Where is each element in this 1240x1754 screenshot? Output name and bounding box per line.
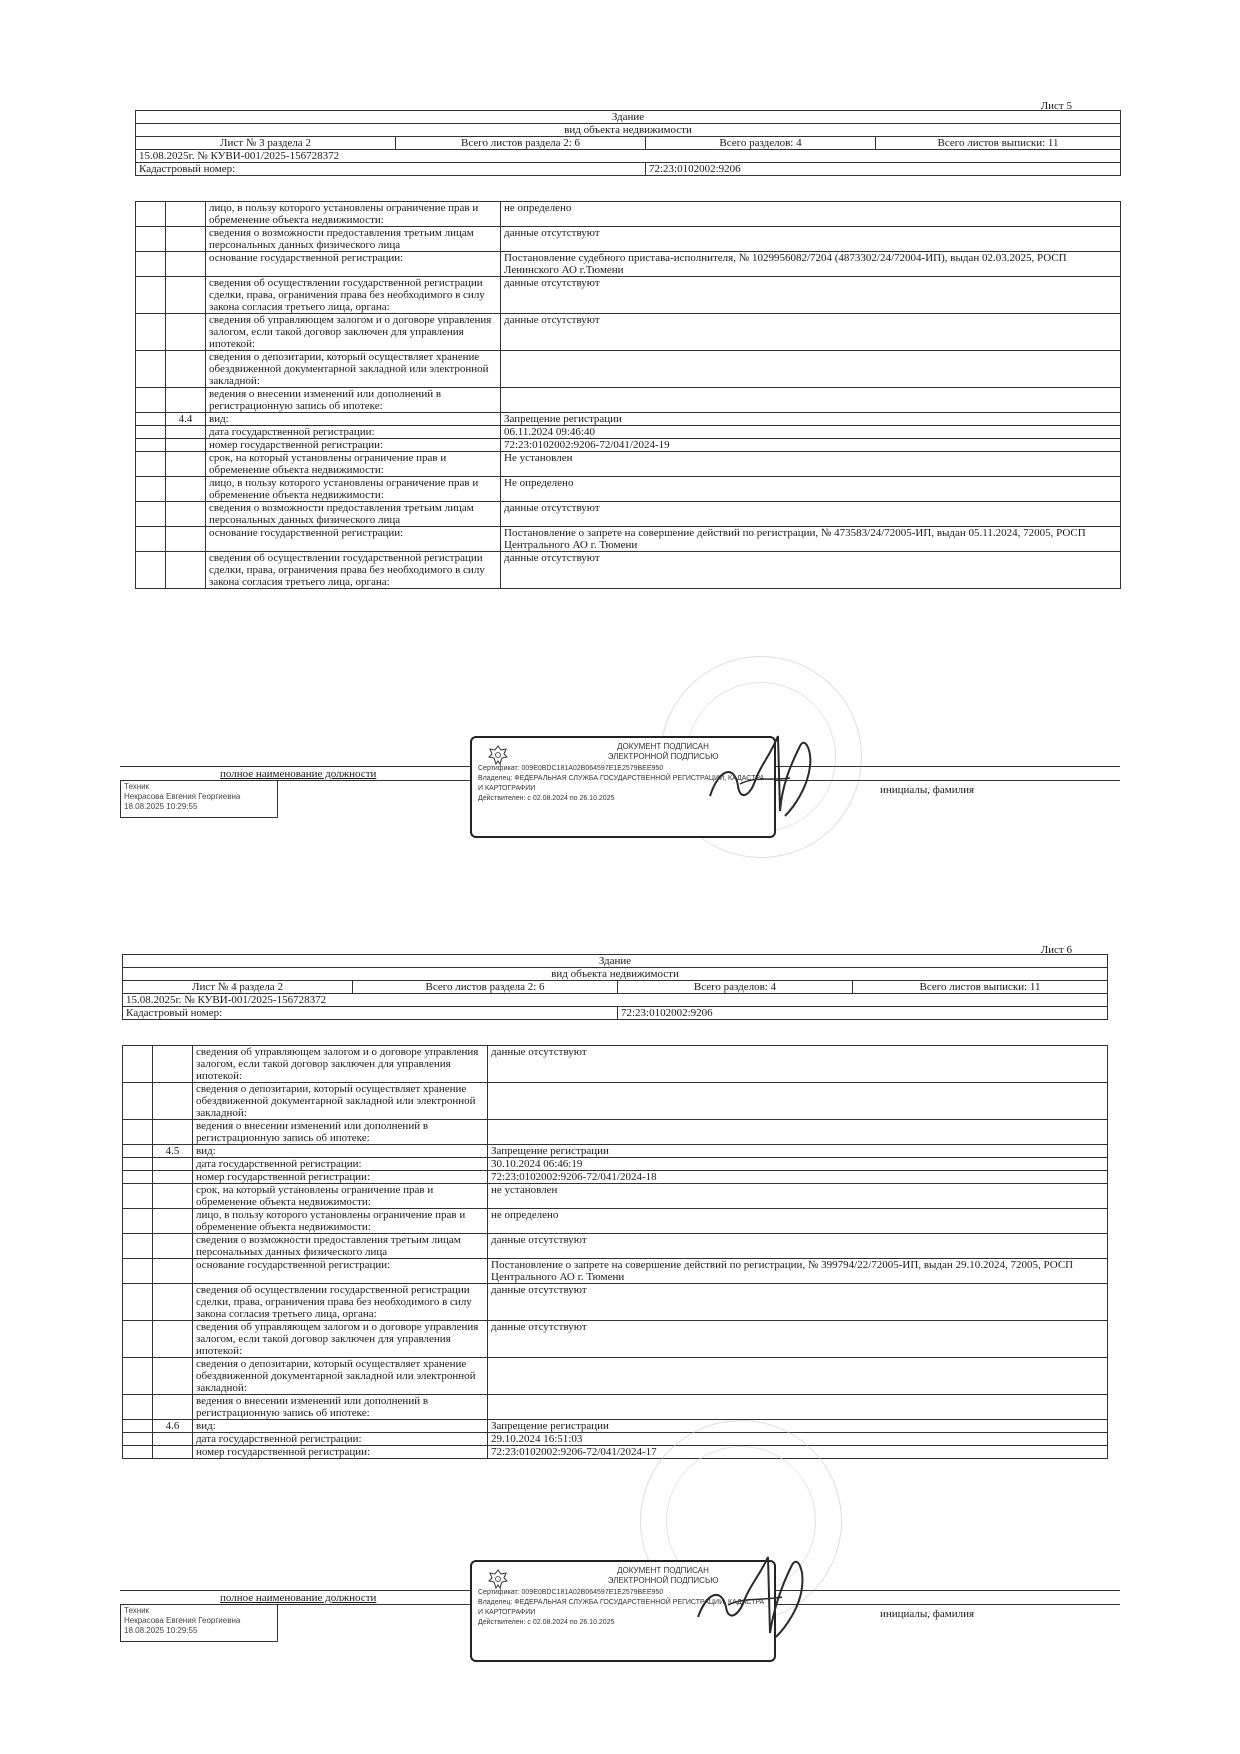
row-number <box>166 252 206 277</box>
stamp-owner: Владелец: ФЕДЕРАЛЬНАЯ СЛУЖБА ГОСУДАРСТВЕННОЙ РЕГИСТРАЦИИ, КАДАСТРА И КАРТОГРАФИИ <box>478 775 765 792</box>
stamp-certificate: Сертификат: 009E0BDC181A02B064597E1E2579BEE950 <box>478 1589 664 1596</box>
indent-cell <box>123 1046 153 1083</box>
row-number <box>166 277 206 314</box>
officer-box <box>120 1604 278 1642</box>
officer-role: Техник <box>124 1606 150 1615</box>
row-label: основание государственной регистрации: <box>206 527 501 552</box>
table-row <box>136 527 1121 552</box>
header-table <box>135 110 1121 176</box>
indent-cell <box>123 1145 153 1158</box>
table-row <box>136 502 1121 527</box>
row-value: данные отсутствуют <box>501 277 1121 314</box>
row-value: данные отсутствуют <box>501 314 1121 351</box>
indent-cell <box>123 1446 153 1459</box>
row-label: дата государственной регистрации: <box>193 1433 488 1446</box>
row-value: данные отсутствуют <box>488 1284 1108 1321</box>
indent-cell <box>136 252 166 277</box>
officer-name: Некрасова Евгения Георгиевна <box>124 792 241 801</box>
cadastral-value: 72:23:0102002:9206 <box>646 163 1121 176</box>
officer-box <box>120 780 278 818</box>
table-row <box>123 1395 1108 1420</box>
row-label: сведения о депозитарии, который осуществляет хранение обездвиженной документарной закладной или электронной закладной: <box>193 1358 488 1395</box>
row-value: данные отсутствуют <box>488 1321 1108 1358</box>
row-label: номер государственной регистрации: <box>193 1446 488 1459</box>
indent-cell <box>136 277 166 314</box>
row-value: Запрещение регистрации <box>488 1145 1108 1158</box>
cadastral-label: Кадастровый номер: <box>136 163 646 176</box>
total-sheets-extract: Всего листов выписки: 11 <box>876 137 1121 150</box>
indent-cell <box>136 351 166 388</box>
row-number <box>153 1284 193 1321</box>
table-row <box>123 1433 1108 1446</box>
row-number: 4.6 <box>153 1420 193 1433</box>
row-number <box>153 1046 193 1083</box>
table-row <box>123 1158 1108 1171</box>
row-value <box>488 1083 1108 1120</box>
indent-cell <box>136 452 166 477</box>
eagle-emblem-icon <box>486 1568 510 1592</box>
row-label: сведения о депозитарии, который осуществляет хранение обездвиженной документарной закладной или электронной закладной: <box>193 1083 488 1120</box>
row-number: 4.4 <box>166 413 206 426</box>
officer-role: Техник <box>124 782 150 791</box>
row-number: 4.5 <box>153 1145 193 1158</box>
row-label: основание государственной регистрации: <box>193 1259 488 1284</box>
table-row <box>123 1259 1108 1284</box>
row-label: сведения о депозитарии, который осуществляет хранение обездвиженной документарной закладной или электронной закладной: <box>206 351 501 388</box>
row-value: Запрещение регистрации <box>501 413 1121 426</box>
row-label: лицо, в пользу которого установлены ограничение прав и обременение объекта недвижимости: <box>206 202 501 227</box>
indent-cell <box>136 527 166 552</box>
row-number <box>153 1395 193 1420</box>
stamp-validity: Действителен: с 02.08.2024 по 26.10.2025 <box>478 1619 615 1626</box>
row-number <box>166 452 206 477</box>
indent-cell <box>123 1171 153 1184</box>
table-row <box>136 426 1121 439</box>
row-number <box>153 1209 193 1234</box>
sheet-number: Лист 5 <box>1040 100 1072 112</box>
table-row <box>123 1046 1108 1083</box>
total-sheets-section: Всего листов раздела 2: 6 <box>353 981 618 994</box>
total-sheets-section: Всего листов раздела 2: 6 <box>396 137 646 150</box>
list-label: Лист № 3 раздела 2 <box>136 137 396 150</box>
stamp-validity: Действителен: с 02.08.2024 по 26.10.2025 <box>478 795 615 802</box>
table-row <box>136 452 1121 477</box>
row-value <box>488 1120 1108 1145</box>
indent-cell <box>123 1433 153 1446</box>
table-row <box>123 1145 1108 1158</box>
header-table <box>122 954 1108 1020</box>
initials-caption: инициалы, фамилия <box>880 1608 975 1620</box>
row-value: Не определено <box>501 477 1121 502</box>
row-value <box>501 351 1121 388</box>
row-label: вид: <box>193 1420 488 1433</box>
row-value: не определено <box>501 202 1121 227</box>
object-caption: вид объекта недвижимости <box>136 124 1121 137</box>
row-value <box>488 1395 1108 1420</box>
row-label: ведения о внесении изменений или дополнений в регистрационную запись об ипотеке: <box>193 1120 488 1145</box>
handwritten-signature <box>700 726 840 826</box>
row-label: сведения о возможности предоставления третьим лицам персональных данных физического лица <box>193 1234 488 1259</box>
indent-cell <box>123 1358 153 1395</box>
stamp-subtitle: ЭЛЕКТРОННОЙ ПОДПИСЬЮ <box>607 752 719 761</box>
row-number <box>166 527 206 552</box>
row-number <box>166 426 206 439</box>
officer-datetime: 18.08.2025 10:29:55 <box>124 802 198 811</box>
stamp-owner: Владелец: ФЕДЕРАЛЬНАЯ СЛУЖБА ГОСУДАРСТВЕННОЙ РЕГИСТРАЦИИ, КАДАСТРА И КАРТОГРАФИИ <box>478 1599 765 1616</box>
row-number <box>166 502 206 527</box>
row-label: дата государственной регистрации: <box>206 426 501 439</box>
table-row <box>123 1321 1108 1358</box>
row-label: дата государственной регистрации: <box>193 1158 488 1171</box>
row-value: не установлен <box>488 1184 1108 1209</box>
row-number <box>166 202 206 227</box>
stamp-title: ДОКУМЕНТ ПОДПИСАН <box>617 1566 709 1575</box>
row-number <box>153 1358 193 1395</box>
indent-cell <box>123 1420 153 1433</box>
row-value: 06.11.2024 09:46:40 <box>501 426 1121 439</box>
row-number <box>166 552 206 589</box>
indent-cell <box>123 1120 153 1145</box>
extract-date-number: 15.08.2025г. № КУВИ-001/2025-156728372 <box>136 150 1121 163</box>
row-value: Постановление о запрете на совершение действий по регистрации, № 473583/24/72005-ИП, выдан 05.11.2024, 72005, РОСП Центрального АО г. Тюмени <box>501 527 1121 552</box>
cadastral-label: Кадастровый номер: <box>123 1007 618 1020</box>
encumbrance-table <box>135 201 1121 589</box>
indent-cell <box>136 477 166 502</box>
signature-block <box>120 736 1120 876</box>
indent-cell <box>123 1083 153 1120</box>
row-number <box>153 1184 193 1209</box>
table-row <box>123 1083 1108 1120</box>
row-label: ведения о внесении изменений или дополнений в регистрационную запись об ипотеке: <box>206 388 501 413</box>
object-type: Здание <box>136 111 1121 124</box>
table-row <box>136 413 1121 426</box>
table-row <box>136 227 1121 252</box>
position-caption: полное наименование должности <box>220 768 377 780</box>
row-value: данные отсутствуют <box>488 1046 1108 1083</box>
table-row <box>136 477 1121 502</box>
total-sections: Всего разделов: 4 <box>646 137 876 150</box>
row-label: сведения об управляющем залогом и о договоре управления залогом, если такой договор заключен для управления ипотекой: <box>193 1321 488 1358</box>
row-value: 72:23:0102002:9206-72/041/2024-17 <box>488 1446 1108 1459</box>
table-row <box>136 439 1121 452</box>
eagle-emblem-icon <box>486 744 510 768</box>
handwritten-signature <box>690 1545 830 1645</box>
row-label: сведения о возможности предоставления третьим лицам персональных данных физического лица <box>206 227 501 252</box>
indent-cell <box>123 1234 153 1259</box>
row-number <box>166 351 206 388</box>
row-label: сведения об осуществлении государственной регистрации сделки, права, ограничения права без необходимого в силу закона согласия третьего лица, органа: <box>206 277 501 314</box>
table-row <box>123 1420 1108 1433</box>
row-label: номер государственной регистрации: <box>193 1171 488 1184</box>
row-label: ведения о внесении изменений или дополнений в регистрационную запись об ипотеке: <box>193 1395 488 1420</box>
row-label: номер государственной регистрации: <box>206 439 501 452</box>
row-value: не определено <box>488 1209 1108 1234</box>
row-number <box>153 1446 193 1459</box>
indent-cell <box>136 502 166 527</box>
row-value: Постановление о запрете на совершение действий по регистрации, № 399794/22/72005-ИП, выдан 29.10.2024, 72005, РОСП Центрального АО г. Тюмени <box>488 1259 1108 1284</box>
row-number <box>153 1321 193 1358</box>
table-row <box>123 1209 1108 1234</box>
row-label: сведения об осуществлении государственной регистрации сделки, права, ограничения права без необходимого в силу закона согласия третьего лица, органа: <box>193 1284 488 1321</box>
table-row <box>136 351 1121 388</box>
row-value: данные отсутствуют <box>501 227 1121 252</box>
stamp-title: ДОКУМЕНТ ПОДПИСАН <box>617 742 709 751</box>
row-value: 29.10.2024 16:51:03 <box>488 1433 1108 1446</box>
object-type: Здание <box>123 955 1108 968</box>
row-number <box>153 1171 193 1184</box>
stamp-certificate: Сертификат: 009E0BDC181A02B064597E1E2579BEE950 <box>478 765 664 772</box>
table-row <box>136 388 1121 413</box>
row-number <box>153 1083 193 1120</box>
indent-cell <box>123 1284 153 1321</box>
row-value: 72:23:0102002:9206-72/041/2024-19 <box>501 439 1121 452</box>
position-caption: полное наименование должности <box>220 1592 377 1604</box>
row-number <box>166 388 206 413</box>
indent-cell <box>123 1321 153 1358</box>
table-row <box>123 1120 1108 1145</box>
row-number <box>153 1158 193 1171</box>
table-row <box>123 1171 1108 1184</box>
row-value: 72:23:0102002:9206-72/041/2024-18 <box>488 1171 1108 1184</box>
indent-cell <box>123 1395 153 1420</box>
object-caption: вид объекта недвижимости <box>123 968 1108 981</box>
table-row <box>136 277 1121 314</box>
indent-cell <box>136 413 166 426</box>
table-row <box>123 1446 1108 1459</box>
encumbrance-table <box>122 1045 1108 1459</box>
row-number <box>153 1259 193 1284</box>
indent-cell <box>136 227 166 252</box>
sheet-number: Лист 6 <box>1040 944 1072 956</box>
initials-caption: инициалы, фамилия <box>880 784 975 796</box>
indent-cell <box>136 552 166 589</box>
signature-block <box>120 1560 1120 1700</box>
table-row <box>123 1284 1108 1321</box>
row-label: вид: <box>206 413 501 426</box>
row-value: Постановление судебного пристава-исполнителя, № 1029956082/7204 (4873302/24/72004-ИП), выдан 02.03.2025, РОСП Ленинского АО г.Тюмени <box>501 252 1121 277</box>
row-number <box>153 1234 193 1259</box>
row-label: основание государственной регистрации: <box>206 252 501 277</box>
row-label: сведения о возможности предоставления третьим лицам персональных данных физического лица <box>206 502 501 527</box>
row-label: лицо, в пользу которого установлены ограничение прав и обременение объекта недвижимости: <box>193 1209 488 1234</box>
row-label: срок, на который установлены ограничение прав и обременение объекта недвижимости: <box>193 1184 488 1209</box>
row-label: срок, на который установлены ограничение прав и обременение объекта недвижимости: <box>206 452 501 477</box>
row-label: сведения об управляющем залогом и о договоре управления залогом, если такой договор заключен для управления ипотекой: <box>193 1046 488 1083</box>
table-row <box>136 252 1121 277</box>
table-row <box>123 1234 1108 1259</box>
row-value: данные отсутствуют <box>501 552 1121 589</box>
table-row <box>123 1184 1108 1209</box>
table-row <box>136 202 1121 227</box>
row-value: 30.10.2024 06:46:19 <box>488 1158 1108 1171</box>
indent-cell <box>123 1158 153 1171</box>
row-value <box>501 388 1121 413</box>
row-number <box>166 439 206 452</box>
row-value <box>488 1358 1108 1395</box>
officer-datetime: 18.08.2025 10:29:55 <box>124 1626 198 1635</box>
row-label: лицо, в пользу которого установлены ограничение прав и обременение объекта недвижимости: <box>206 477 501 502</box>
total-sheets-extract: Всего листов выписки: 11 <box>853 981 1108 994</box>
total-sections: Всего разделов: 4 <box>618 981 853 994</box>
table-row <box>136 552 1121 589</box>
indent-cell <box>123 1209 153 1234</box>
indent-cell <box>136 439 166 452</box>
row-number <box>153 1433 193 1446</box>
indent-cell <box>136 426 166 439</box>
extract-date-number: 15.08.2025г. № КУВИ-001/2025-156728372 <box>123 994 1108 1007</box>
officer-name: Некрасова Евгения Георгиевна <box>124 1616 241 1625</box>
row-value: данные отсутствуют <box>488 1234 1108 1259</box>
row-value: Не установлен <box>501 452 1121 477</box>
row-value: данные отсутствуют <box>501 502 1121 527</box>
row-number <box>153 1120 193 1145</box>
table-row <box>136 314 1121 351</box>
indent-cell <box>136 314 166 351</box>
cadastral-value: 72:23:0102002:9206 <box>618 1007 1108 1020</box>
row-label: сведения об управляющем залогом и о договоре управления залогом, если такой договор заключен для управления ипотекой: <box>206 314 501 351</box>
indent-cell <box>136 388 166 413</box>
table-row <box>123 1358 1108 1395</box>
indent-cell <box>123 1184 153 1209</box>
row-number <box>166 477 206 502</box>
stamp-subtitle: ЭЛЕКТРОННОЙ ПОДПИСЬЮ <box>607 1576 719 1585</box>
indent-cell <box>123 1259 153 1284</box>
row-label: вид: <box>193 1145 488 1158</box>
row-number <box>166 227 206 252</box>
row-value: Запрещение регистрации <box>488 1420 1108 1433</box>
indent-cell <box>136 202 166 227</box>
row-label: сведения об осуществлении государственной регистрации сделки, права, ограничения права без необходимого в силу закона согласия третьего лица, органа: <box>206 552 501 589</box>
list-label: Лист № 4 раздела 2 <box>123 981 353 994</box>
row-number <box>166 314 206 351</box>
